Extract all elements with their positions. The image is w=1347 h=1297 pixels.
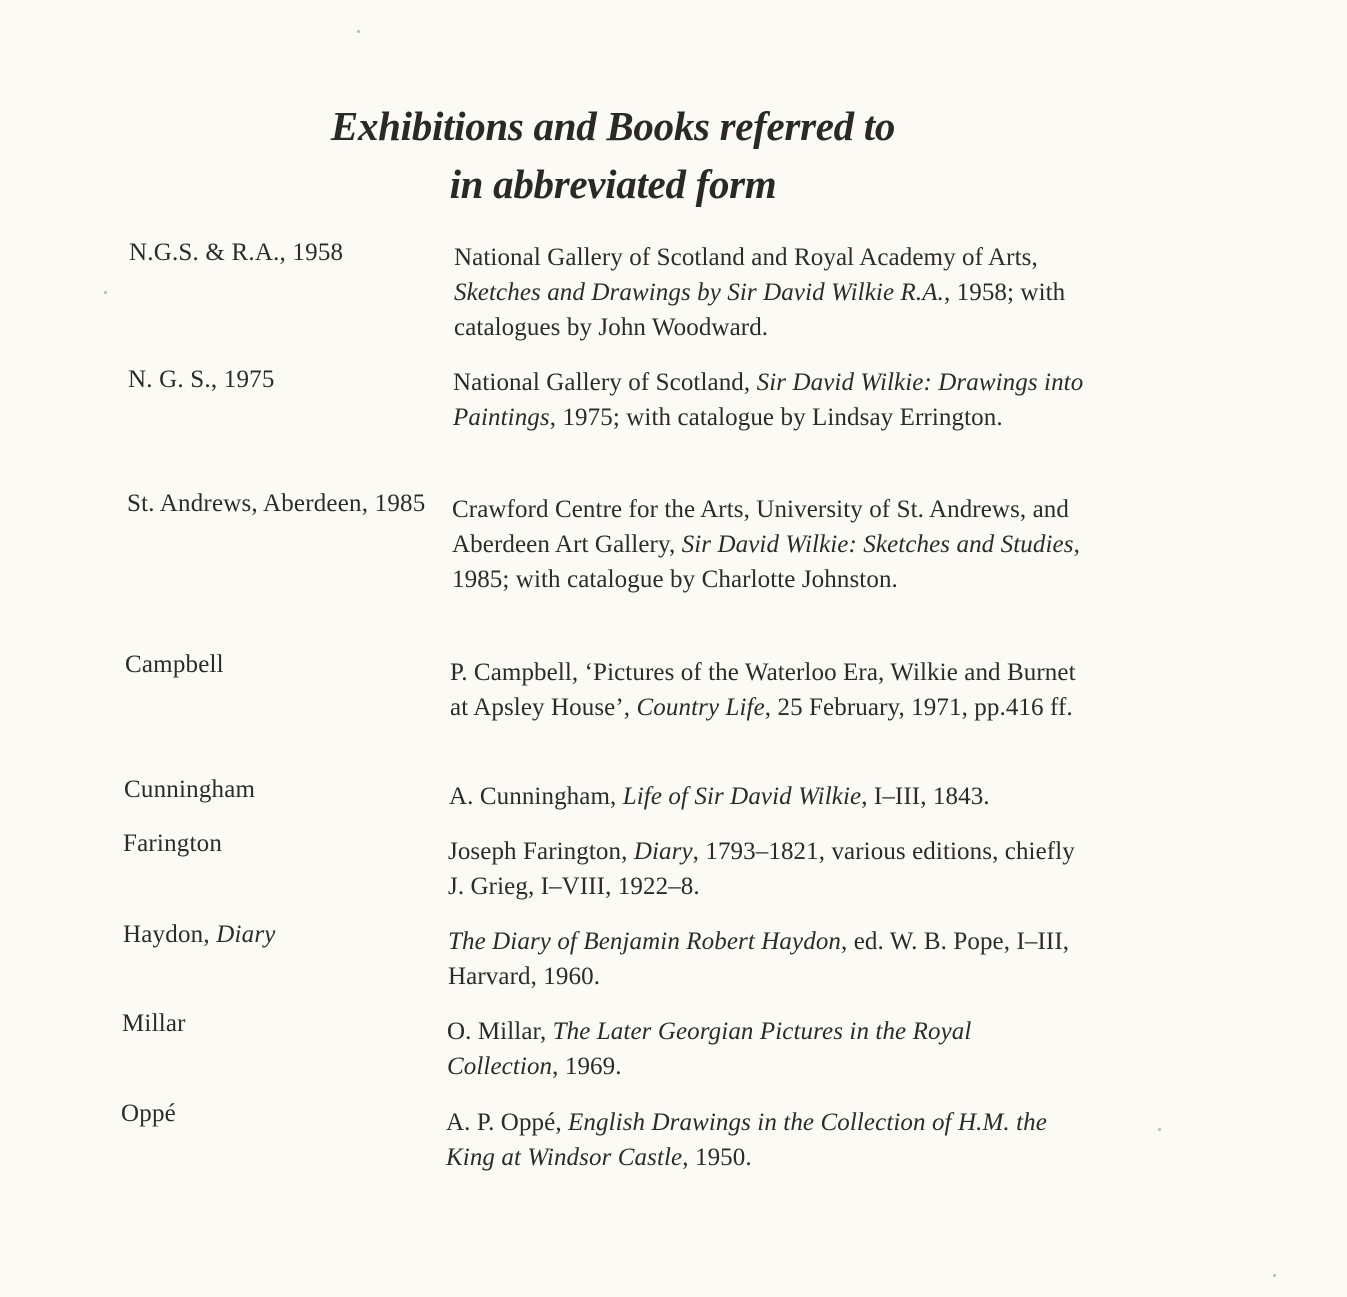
description-text: Crawford Centre for the Arts, University of St. Andrews, and Aberdeen Art Gallery, xyxy=(452,496,1069,558)
description-text: , 1793–1821, various editions, chiefly J. Grieg, I–VIII, 1922–8. xyxy=(448,838,1075,900)
entry-label-text: Haydon, xyxy=(123,921,217,948)
entry-description xyxy=(453,365,1093,435)
entry-label: N.G.S. & R.A., 1958 xyxy=(129,239,344,266)
description-text: , 1950. xyxy=(682,1144,752,1171)
page-title xyxy=(0,97,1226,213)
entry-label: Millar xyxy=(122,1010,186,1037)
description-title: Sir David Wilkie: Sketches and Studies xyxy=(681,531,1074,558)
description-text: A. Cunningham, xyxy=(449,783,623,810)
entry-description xyxy=(446,1105,1086,1175)
description-text: Joseph Farington, xyxy=(448,838,634,865)
paper-speck xyxy=(104,291,107,294)
description-text: O. Millar, xyxy=(447,1018,553,1045)
description-text: , ed. W. B. Pope, I–III, Harvard, 1960. xyxy=(448,928,1070,990)
entry-description xyxy=(450,655,1090,725)
description-text: National Gallery of Scotland and Royal Academy of Arts, xyxy=(454,244,1038,271)
entry-label: St. Andrews, Aberdeen, 1985 xyxy=(127,490,426,517)
page-title-line-2: in abbreviated form xyxy=(449,161,777,208)
entry-description xyxy=(449,779,1089,814)
description-text: P. Campbell, ‘Pictures of the Waterloo Era, Wilkie and Burnet at Apsley House’, xyxy=(450,659,1076,721)
paper-speck xyxy=(1273,1274,1276,1277)
description-title: English Drawings in the Collection of H.M. the King at Windsor Castle xyxy=(446,1109,1047,1171)
paper-speck xyxy=(357,30,360,33)
description-text: , 1969. xyxy=(552,1053,622,1080)
entry-label: Campbell xyxy=(125,651,224,678)
description-text: National Gallery of Scotland, xyxy=(453,369,757,396)
entry-label: Farington xyxy=(123,830,223,857)
description-title: The Diary of Benjamin Robert Haydon xyxy=(448,928,842,955)
entry-label: Oppé xyxy=(121,1100,176,1127)
entry-description xyxy=(447,1014,1087,1084)
description-text: , I–III, 1843. xyxy=(861,783,990,810)
entry-description xyxy=(454,240,1094,345)
description-text: , 1985; with catalogue by Charlotte Johnston. xyxy=(452,531,1080,593)
description-text: , 25 February, 1971, pp.416 ff. xyxy=(764,694,1073,721)
entry-description xyxy=(448,834,1088,904)
page-title-line-1: Exhibitions and Books referred to xyxy=(330,103,896,150)
entry-label-title: Diary xyxy=(216,921,276,948)
description-title: Country Life xyxy=(636,694,765,721)
description-title: Life of Sir David Wilkie xyxy=(622,783,862,810)
description-title: Diary xyxy=(633,838,693,865)
description-text: A. P. Oppé, xyxy=(446,1109,569,1136)
description-text: , 1975; with catalogue by Lindsay Errington. xyxy=(549,404,1003,431)
entry-description xyxy=(452,492,1092,597)
description-title: The Later Georgian Pictures in the Royal Collection xyxy=(447,1018,972,1080)
description-title: Sir David Wilkie: Drawings into Paintings xyxy=(453,369,1084,431)
entry-label: N. G. S., 1975 xyxy=(128,366,275,393)
paper-speck xyxy=(1158,1128,1161,1131)
entry-label: Cunningham xyxy=(124,776,256,803)
description-title: Sketches and Drawings by Sir David Wilkie R.A. xyxy=(454,279,944,306)
entry-label xyxy=(123,918,276,952)
entry-description xyxy=(448,924,1088,994)
description-text: , 1958; with catalogues by John Woodward. xyxy=(454,279,1066,341)
